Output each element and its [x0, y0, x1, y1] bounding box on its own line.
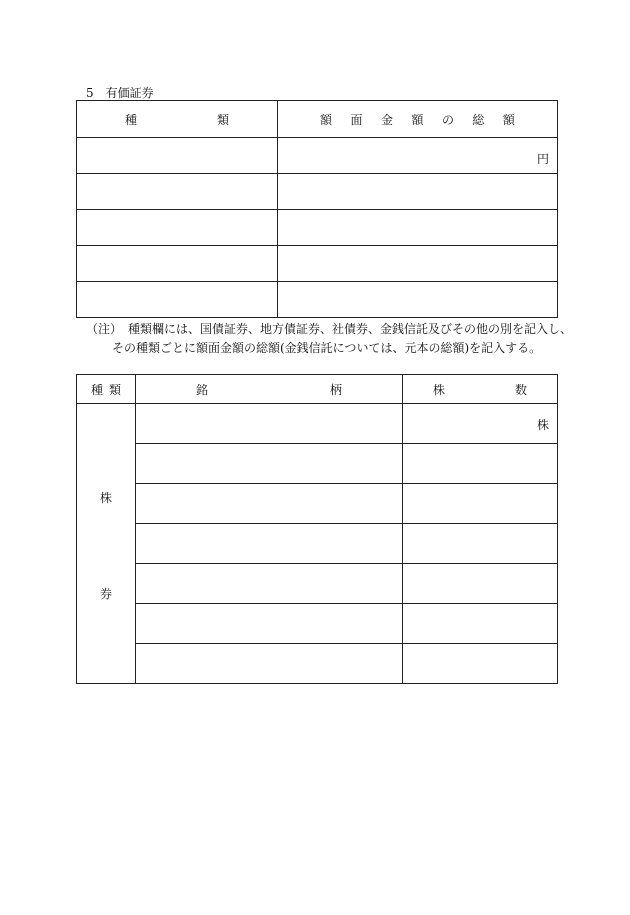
amount-cell[interactable]: [278, 282, 558, 318]
table-row: [77, 282, 558, 318]
yen-unit: 円: [536, 152, 549, 166]
type-cell[interactable]: [77, 174, 278, 210]
amount-cell[interactable]: [278, 174, 558, 210]
header-char: 種: [91, 382, 104, 397]
header-char: 種: [125, 112, 138, 127]
section-title: 5 有価証券: [86, 86, 154, 100]
issue-name-cell[interactable]: [136, 524, 403, 564]
table-row: [77, 564, 558, 604]
header-char: 額: [502, 112, 515, 127]
side-char: 券: [99, 587, 112, 601]
type-cell[interactable]: [77, 282, 278, 318]
issue-name-cell[interactable]: [136, 444, 403, 484]
share-count-cell[interactable]: [403, 604, 558, 644]
header-char: 類: [108, 382, 121, 397]
header-share-count: [403, 375, 558, 404]
header-char: 額: [320, 112, 333, 127]
amount-cell[interactable]: [278, 138, 558, 174]
header-char: 数: [514, 382, 527, 397]
header-char: 銘: [196, 382, 209, 397]
share-count-cell[interactable]: [403, 644, 558, 684]
stock-certificate-side-cell: [77, 404, 136, 684]
header-char: 柄: [329, 382, 342, 397]
header-char: の: [441, 112, 454, 127]
amount-cell[interactable]: [278, 210, 558, 246]
note-line-1: （注） 種類欄には、国債証券、地方債証券、社債券、金銭信託及びその他の別を記入し、: [86, 322, 573, 336]
table-row: [77, 138, 558, 174]
share-count-cell[interactable]: [403, 444, 558, 484]
securities-table: [76, 100, 558, 318]
issue-name-cell[interactable]: [136, 404, 403, 444]
share-count-cell[interactable]: [403, 524, 558, 564]
header-type: [77, 375, 136, 404]
type-cell[interactable]: [77, 246, 278, 282]
table-header-row: [77, 375, 558, 404]
share-count-cell[interactable]: [403, 404, 558, 444]
note-line-2: その種類ごとに額面金額の総額(金銭信託については、元本の総額)を記入する。: [112, 341, 542, 355]
table-row: [77, 404, 558, 444]
issue-name-cell[interactable]: [136, 564, 403, 604]
header-type: [77, 101, 278, 138]
type-cell[interactable]: [77, 138, 278, 174]
header-char: 類: [216, 112, 229, 127]
header-char: 額: [411, 112, 424, 127]
shares-unit: 株: [536, 418, 549, 432]
share-count-cell[interactable]: [403, 564, 558, 604]
table-row: [77, 604, 558, 644]
type-cell[interactable]: [77, 210, 278, 246]
table-row: [77, 484, 558, 524]
header-char: 金: [380, 112, 393, 127]
stocks-table: [76, 374, 558, 684]
issue-name-cell[interactable]: [136, 644, 403, 684]
share-count-cell[interactable]: [403, 484, 558, 524]
side-char: 株: [99, 491, 112, 505]
header-char: 株: [433, 382, 446, 397]
table-row: [77, 524, 558, 564]
table-row: [77, 644, 558, 684]
header-char: 総: [472, 112, 485, 127]
issue-name-cell[interactable]: [136, 604, 403, 644]
table-header-row: [77, 101, 558, 138]
amount-cell[interactable]: [278, 246, 558, 282]
header-char: 面: [350, 112, 363, 127]
header-total-face-value: [278, 101, 558, 138]
table-row: [77, 444, 558, 484]
table-row: [77, 174, 558, 210]
table-row: [77, 246, 558, 282]
table-row: [77, 210, 558, 246]
header-issue-name: [136, 375, 403, 404]
issue-name-cell[interactable]: [136, 484, 403, 524]
